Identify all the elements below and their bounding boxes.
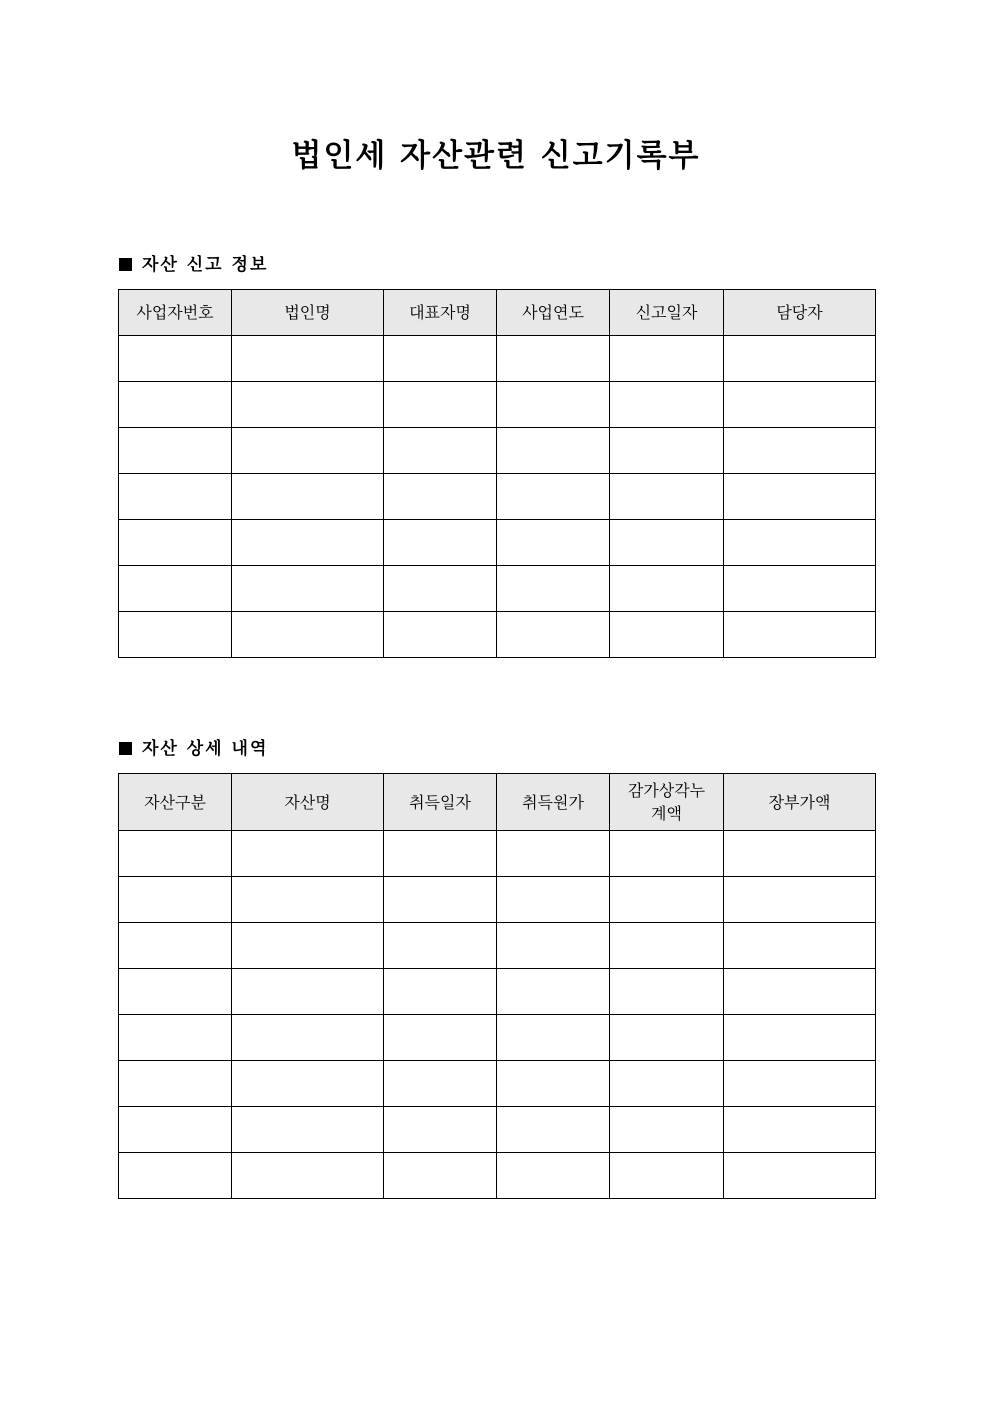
table-cell[interactable] — [497, 428, 610, 474]
table-cell[interactable] — [384, 474, 497, 520]
table-cell[interactable] — [384, 923, 497, 969]
table-cell[interactable] — [610, 877, 724, 923]
table-cell[interactable] — [384, 1107, 497, 1153]
table-cell[interactable] — [724, 969, 876, 1015]
table-cell[interactable] — [497, 877, 610, 923]
column-header: 장부가액 — [724, 774, 876, 831]
table-cell[interactable] — [724, 428, 876, 474]
table-header-row — [119, 774, 876, 831]
section-heading-asset-details — [119, 737, 268, 761]
table-cell[interactable] — [724, 923, 876, 969]
table-cell[interactable] — [232, 1015, 384, 1061]
table-cell[interactable] — [119, 1153, 232, 1199]
square-bullet-icon — [119, 258, 132, 271]
table-cell[interactable] — [232, 566, 384, 612]
table-cell[interactable] — [610, 336, 724, 382]
table-cell[interactable] — [119, 566, 232, 612]
table-cell[interactable] — [232, 1107, 384, 1153]
asset-report-info-table — [118, 289, 876, 658]
table-row — [119, 969, 876, 1015]
table-cell[interactable] — [610, 1107, 724, 1153]
table-cell[interactable] — [232, 831, 384, 877]
table-row — [119, 923, 876, 969]
table-cell[interactable] — [384, 1153, 497, 1199]
page-title: 법인세 자산관련 신고기록부 — [291, 138, 701, 174]
table-cell[interactable] — [384, 1015, 497, 1061]
column-header: 자산명 — [232, 774, 384, 831]
table-cell[interactable] — [724, 336, 876, 382]
table-cell[interactable] — [384, 1061, 497, 1107]
table-cell[interactable] — [119, 336, 232, 382]
table-cell[interactable] — [232, 969, 384, 1015]
table-cell[interactable] — [497, 612, 610, 658]
table-cell[interactable] — [497, 1107, 610, 1153]
table-cell[interactable] — [119, 877, 232, 923]
table-row — [119, 1061, 876, 1107]
asset-details-table — [118, 773, 876, 1199]
table-cell[interactable] — [724, 474, 876, 520]
column-header: 자산구분 — [119, 774, 232, 831]
table-cell[interactable] — [497, 969, 610, 1015]
table-cell[interactable] — [497, 382, 610, 428]
square-bullet-icon — [119, 742, 132, 755]
table-cell[interactable] — [610, 382, 724, 428]
table-cell[interactable] — [497, 474, 610, 520]
column-header: 법인명 — [232, 290, 384, 336]
column-header — [610, 774, 724, 831]
table-cell[interactable] — [724, 612, 876, 658]
table-cell[interactable] — [610, 566, 724, 612]
table-cell[interactable] — [724, 1015, 876, 1061]
table-cell[interactable] — [384, 428, 497, 474]
table-cell[interactable] — [724, 1107, 876, 1153]
table-row — [119, 831, 876, 877]
table-cell[interactable] — [610, 1015, 724, 1061]
table-cell[interactable] — [232, 923, 384, 969]
table-cell[interactable] — [232, 1061, 384, 1107]
table-row — [119, 566, 876, 612]
table-cell[interactable] — [119, 831, 232, 877]
table-cell[interactable] — [384, 382, 497, 428]
table-cell[interactable] — [497, 520, 610, 566]
table-cell[interactable] — [232, 1153, 384, 1199]
table-cell[interactable] — [610, 1153, 724, 1199]
table-cell[interactable] — [724, 382, 876, 428]
table-cell[interactable] — [119, 474, 232, 520]
table-cell[interactable] — [610, 612, 724, 658]
table-cell[interactable] — [724, 520, 876, 566]
table-row — [119, 520, 876, 566]
table-row — [119, 336, 876, 382]
table-cell[interactable] — [119, 520, 232, 566]
table-cell[interactable] — [232, 382, 384, 428]
column-header: 사업연도 — [497, 290, 610, 336]
table-cell[interactable] — [610, 923, 724, 969]
table-row — [119, 1015, 876, 1061]
table-cell[interactable] — [497, 1153, 610, 1199]
column-header: 담당자 — [724, 290, 876, 336]
table-row — [119, 612, 876, 658]
table-cell[interactable] — [119, 382, 232, 428]
table-cell[interactable] — [232, 520, 384, 566]
section-heading-label: 자산 신고 정보 — [142, 255, 269, 275]
column-header-label: 감가상각누계액 — [627, 781, 706, 823]
table-cell[interactable] — [497, 336, 610, 382]
table-row — [119, 382, 876, 428]
table-header-row — [119, 290, 876, 336]
table-cell[interactable] — [497, 1061, 610, 1107]
table-cell[interactable] — [497, 923, 610, 969]
table-cell[interactable] — [610, 969, 724, 1015]
table-cell[interactable] — [724, 877, 876, 923]
column-header: 대표자명 — [384, 290, 497, 336]
table-row — [119, 1153, 876, 1199]
table-cell[interactable] — [119, 1107, 232, 1153]
table-cell[interactable] — [384, 877, 497, 923]
table-cell[interactable] — [232, 474, 384, 520]
table-cell[interactable] — [232, 428, 384, 474]
table-cell[interactable] — [119, 1015, 232, 1061]
table-row — [119, 428, 876, 474]
table-cell[interactable] — [232, 336, 384, 382]
table-cell[interactable] — [384, 831, 497, 877]
table-row — [119, 1107, 876, 1153]
column-header: 신고일자 — [610, 290, 724, 336]
table-cell[interactable] — [724, 1153, 876, 1199]
table-cell[interactable] — [384, 336, 497, 382]
table-cell[interactable] — [119, 969, 232, 1015]
table-cell[interactable] — [384, 969, 497, 1015]
table-row — [119, 877, 876, 923]
table-cell[interactable] — [610, 474, 724, 520]
section-heading-label: 자산 상세 내역 — [142, 739, 269, 759]
table-cell[interactable] — [497, 831, 610, 877]
table-cell[interactable] — [610, 428, 724, 474]
table-cell[interactable] — [610, 831, 724, 877]
table-cell[interactable] — [724, 1061, 876, 1107]
table-cell[interactable] — [497, 566, 610, 612]
table-cell[interactable] — [610, 1061, 724, 1107]
table-cell[interactable] — [119, 428, 232, 474]
table-cell[interactable] — [724, 831, 876, 877]
table-row — [119, 474, 876, 520]
column-header: 취득원가 — [497, 774, 610, 831]
table-cell[interactable] — [724, 566, 876, 612]
column-header: 사업자번호 — [119, 290, 232, 336]
table-cell[interactable] — [384, 566, 497, 612]
table-cell[interactable] — [119, 1061, 232, 1107]
table-cell[interactable] — [232, 877, 384, 923]
table-cell[interactable] — [384, 520, 497, 566]
table-cell[interactable] — [384, 612, 497, 658]
column-header: 취득일자 — [384, 774, 497, 831]
table-cell[interactable] — [119, 923, 232, 969]
table-cell[interactable] — [497, 1015, 610, 1061]
table-cell[interactable] — [610, 520, 724, 566]
table-cell[interactable] — [232, 612, 384, 658]
section-heading-asset-report-info — [119, 253, 268, 277]
table-cell[interactable] — [119, 612, 232, 658]
